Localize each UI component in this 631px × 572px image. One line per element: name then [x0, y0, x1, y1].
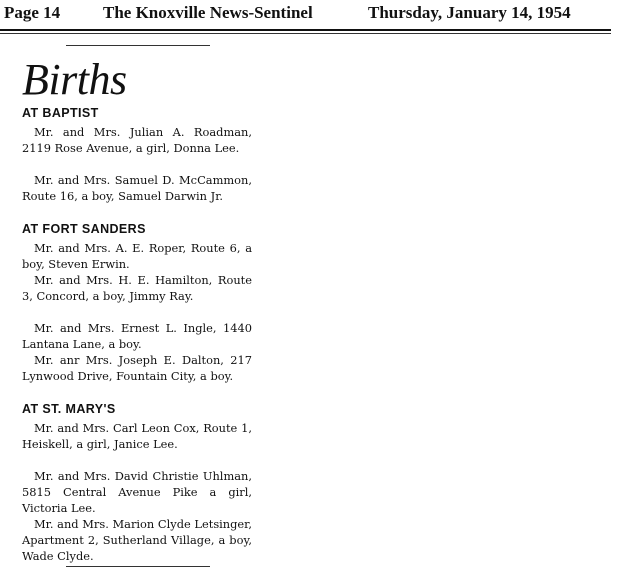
birth-entry: Mr. and Mrs. Carl Leon Cox, Route 1, Heiskell, a girl, Janice Lee.	[22, 421, 252, 451]
column-top-rule	[66, 45, 210, 46]
birth-entry: Mr. and Mrs. Samuel D. McCammon, Route 16, a boy, Samuel Darwin Jr.	[22, 173, 252, 203]
birth-entry: Mr. and Mrs. H. E. Hamilton, Route 3, Concord, a boy, Jimmy Ray.	[22, 273, 252, 303]
column-bottom-rule	[66, 566, 210, 567]
birth-entry: Mr. and Mrs. Julian A. Roadman, 2119 Rose Avenue, a girl, Donna Lee.	[22, 125, 252, 155]
birth-entry: Mr. anr Mrs. Joseph E. Dalton, 217 Lynwood Drive, Fountain City, a boy.	[22, 353, 252, 383]
birth-entry: Mr. and Mrs. A. E. Roper, Route 6, a boy, Steven Erwin.	[22, 241, 252, 271]
section-heading-st-marys: AT ST. MARY'S	[22, 402, 116, 416]
masthead	[0, 0, 631, 28]
page-number: Page 14	[4, 3, 61, 22]
masthead-rule-thin	[0, 33, 611, 34]
page-title: Births	[22, 55, 127, 104]
section-heading-fort-sanders: AT FORT SANDERS	[22, 222, 146, 236]
birth-entry: Mr. and Mrs. Marion Clyde Letsinger, Apartment 2, Sutherland Village, a boy, Wade Clyde.	[22, 517, 252, 563]
newspaper-name: The Knoxville News-Sentinel	[103, 3, 313, 22]
birth-entry: Mr. and Mrs. David Christie Uhlman, 5815 Central Avenue Pike a girl, Victoria Lee.	[22, 469, 252, 515]
masthead-rule	[0, 29, 611, 31]
section-heading-baptist: AT BAPTIST	[22, 106, 99, 120]
issue-date: Thursday, January 14, 1954	[368, 3, 571, 22]
birth-entry: Mr. and Mrs. Ernest L. Ingle, 1440 Lantana Lane, a boy.	[22, 321, 252, 351]
